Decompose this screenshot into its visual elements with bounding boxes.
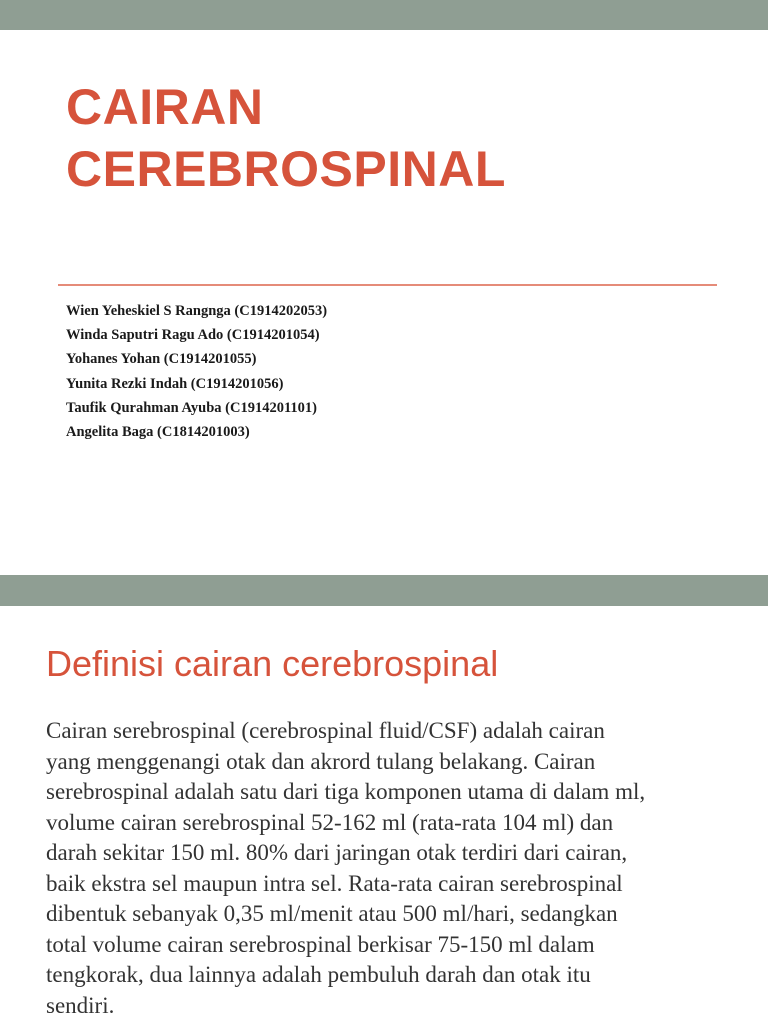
slide-separator-band	[0, 575, 768, 606]
paragraph-line: dibentuk sebanyak 0,35 ml/menit atau 500 ml/hari, sedangkan	[46, 901, 618, 926]
author-item: Taufik Qurahman Ayuba (C1914201101)	[66, 399, 317, 416]
paragraph-line: yang menggenangi otak dan akrord tulang belakang. Cairan	[46, 748, 596, 774]
slide-title	[66, 76, 506, 200]
paragraph-line: serebrospinal adalah satu dari tiga komponen utama di dalam ml,	[46, 779, 646, 804]
author-item: Winda Saputri Ragu Ado (C1914201054)	[66, 327, 320, 344]
definition-paragraph	[46, 716, 736, 1021]
paragraph-line: total volume cairan serebrospinal berkisar 75-150 ml dalam	[46, 931, 595, 957]
slide-title-line: CAIRAN	[66, 79, 264, 135]
paragraph-line: sendiri.	[46, 992, 115, 1018]
paragraph-line: baik ekstra sel maupun intra sel. Rata-rata cairan serebrospinal	[46, 870, 623, 896]
section-heading: Definisi cairan cerebrospinal	[46, 643, 499, 684]
paragraph-line: darah sekitar 150 ml. 80% dari jaringan otak terdiri dari cairan,	[46, 840, 628, 865]
author-list	[66, 299, 327, 444]
author-item: Angelita Baga (C1814201003)	[66, 424, 250, 441]
top-band	[0, 0, 768, 30]
paragraph-line: tengkorak, dua lainnya adalah pembuluh darah dan otak itu	[46, 962, 591, 987]
paragraph-line: Cairan serebrospinal (cerebrospinal fluid/CSF) adalah cairan	[46, 718, 605, 743]
author-item: Yohanes Yohan (C1914201055)	[66, 351, 257, 368]
slide-title-line: CEREBROSPINAL	[66, 141, 506, 197]
paragraph-line: volume cairan serebrospinal 52-162 ml (rata-rata 104 ml) dan	[46, 809, 614, 835]
author-item: Wien Yeheskiel S Rangnga (C1914202053)	[66, 303, 328, 319]
title-divider	[58, 284, 717, 286]
author-item: Yunita Rezki Indah (C1914201056)	[66, 375, 284, 392]
